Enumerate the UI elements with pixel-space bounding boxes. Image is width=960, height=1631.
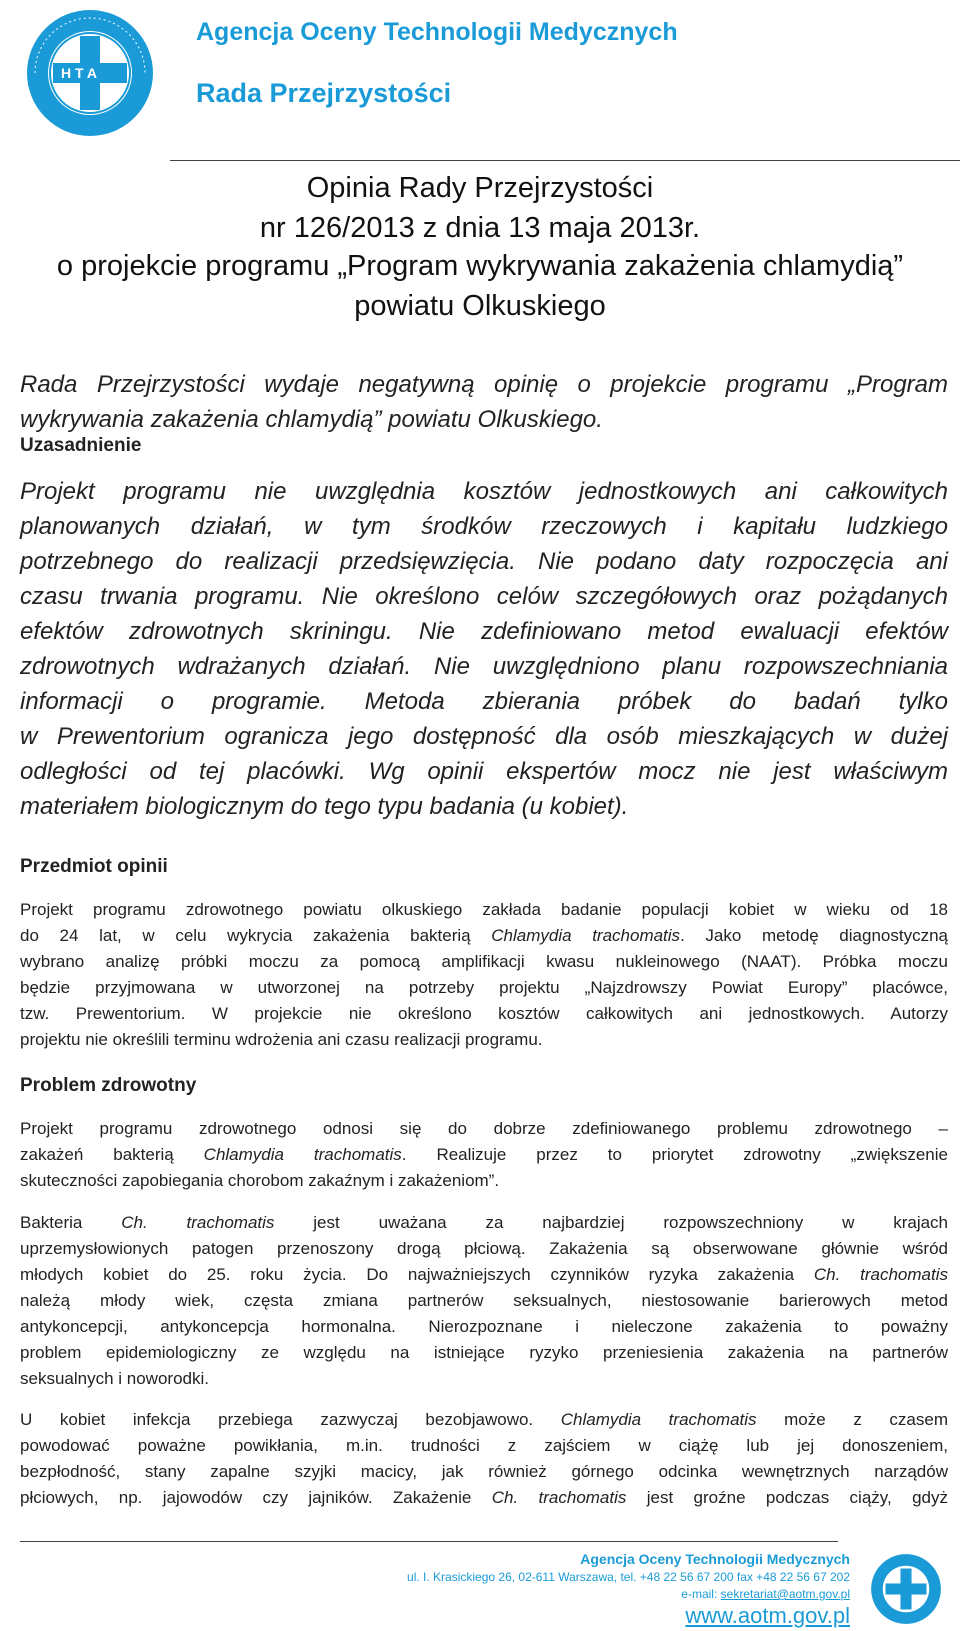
problem-line: bezpłodność, stany zapalne szyjki macicy, jak również górnego odcinka wewnętrznych narządów	[20, 1462, 948, 1481]
problem-line	[20, 1407, 948, 1433]
footer-agency-name: Agencja Oceny Technologii Medycznych	[580, 1551, 850, 1567]
header-agency-name: Agencja Oceny Technologii Medycznych	[196, 18, 678, 46]
przedmiot-line: wybrano analizę próbki moczu za pomocą amplifikacji kwasu nukleinowego (NAAT). Próbka moczu	[20, 952, 948, 971]
header-council-name: Rada Przejrzystości	[196, 78, 452, 108]
species-name: Chlamydia trachomatis	[491, 926, 681, 945]
opinion-line: Rada Przejrzystości wydaje negatywną opinię o projekcie programu „Program	[20, 371, 948, 398]
footer-email-line	[681, 1587, 850, 1601]
footer-divider	[20, 1541, 838, 1542]
uzasadnienie-line: czasu trwania programu. Nie określono celów szczegółowych oraz pożądanych	[20, 583, 948, 610]
przedmiot-line: projektu nie określili terminu wdrożenia ani czasu realizacji programu.	[20, 1030, 543, 1049]
problem-line	[20, 1142, 948, 1168]
section-heading-problem: Problem zdrowotny	[20, 1075, 197, 1096]
problem-line	[20, 1210, 948, 1236]
species-name: Chlamydia trachomatis	[560, 1410, 757, 1429]
przedmiot-line	[20, 923, 948, 949]
problem-line: uprzemysłowionych patogen przenoszony drogą płciową. Zakażenia są obserwowane głównie wśród	[20, 1239, 948, 1258]
email-label: e-mail:	[681, 1587, 721, 1601]
problem-paragraph-1	[20, 1116, 948, 1194]
przedmiot-line: Projekt programu zdrowotnego powiatu olkuskiego zakłada badanie populacji kobiet w wieku od 18	[20, 900, 948, 919]
species-name: Chlamydia trachomatis	[203, 1145, 402, 1164]
aotm-logo-small	[870, 1553, 942, 1625]
footer-address: ul. I. Krasickiego 26, 02-611 Warszawa, tel. +48 22 56 67 200 fax +48 22 56 67 202	[407, 1570, 850, 1584]
opinion-line: wykrywania zakażenia chlamydią” powiatu Olkuskiego.	[20, 406, 603, 433]
uzasadnienie-line: potrzebnego do realizacji przedsięwzięcia. Nie podano daty rozpoczęcia ani	[20, 548, 948, 575]
text-run: może z czasem	[756, 1410, 948, 1429]
problem-line	[20, 1262, 948, 1288]
uzasadnienie-line: materiałem biologicznym do tego typu badania (u kobiet).	[20, 793, 629, 820]
text-run: . Jako metodę diagnostyczną	[680, 926, 948, 945]
section-heading-uzasadnienie: Uzasadnienie	[20, 435, 142, 456]
text-run: U kobiet infekcja przebiega zazwyczaj bezobjawowo.	[20, 1410, 561, 1429]
problem-paragraph-2	[20, 1210, 948, 1392]
problem-line: skuteczności zapobiegania chorobom zakaźnym i zakażeniom”.	[20, 1171, 500, 1190]
section-heading-przedmiot: Przedmiot opinii	[20, 856, 168, 877]
opinion-statement	[20, 367, 948, 437]
text-run: Bakteria	[20, 1213, 122, 1232]
species-name: Ch. trachomatis	[491, 1488, 627, 1507]
uzasadnienie-line: Projekt programu nie uwzględnia kosztów jednostkowych ani całkowitych	[20, 478, 948, 505]
species-name: Ch. trachomatis	[121, 1213, 275, 1232]
text-run: jest uważana za najbardziej rozpowszechniony w krajach	[274, 1213, 949, 1232]
species-name: Ch. trachomatis	[813, 1265, 948, 1284]
uzasadnienie-line: odległości od tej placówki. Wg opinii ekspertów mocz nie jest właściwym	[20, 758, 948, 785]
uzasadnienie-text	[20, 474, 948, 824]
uzasadnienie-line: zdrowotnych wdrażanych działań. Nie uwzględniono planu rozpowszechniania	[20, 653, 948, 680]
footer-website-link[interactable]: www.aotm.gov.pl	[685, 1603, 850, 1628]
problem-line: seksualnych i noworodki.	[20, 1369, 209, 1388]
uzasadnienie-line: informacji o programie. Metoda zbierania próbek do badań tylko	[20, 688, 948, 715]
przedmiot-line: będzie przyjmowana w utworzonej na potrzeby projektu „Najzdrowszy Powiat Europy” placówce,	[20, 978, 948, 997]
problem-line: powodować poważne powikłania, m.in. trudności z zajściem w ciążę lub jej donoszeniem,	[20, 1436, 948, 1455]
aotm-logo	[25, 8, 155, 138]
problem-paragraph-3	[20, 1407, 948, 1511]
uzasadnienie-line: w Prewentorium ogranicza jego dostępność dla osób mieszkających w dużej	[20, 723, 948, 750]
uzasadnienie-line: efektów zdrowotnych skriningu. Nie zdefiniowano metod ewaluacji efektów	[20, 618, 948, 645]
uzasadnienie-line: planowanych działań, w tym środków rzeczowych i kapitału ludzkiego	[20, 513, 948, 540]
title-line-4: powiatu Olkuskiego	[354, 290, 606, 322]
text-run: młodych kobiet do 25. roku życia. Do najważniejszych czynników ryzyka zakażenia	[20, 1265, 814, 1284]
text-run: jest groźne podczas ciąży, gdyż	[626, 1488, 948, 1507]
logo-letters: H T A	[61, 65, 98, 81]
text-run: płciowych, np. jajowodów czy jajników. Zakażenie	[20, 1488, 492, 1507]
title-line-1: Opinia Rady Przejrzystości	[306, 172, 654, 204]
problem-line: problem epidemiologiczny ze względu na istniejące ryzyko przeniesienia zakażenia na partnerów	[20, 1343, 948, 1362]
problem-line: należą młody wiek, częsta zmiana partnerów seksualnych, niestosowanie barierowych metod	[20, 1291, 948, 1310]
przedmiot-text	[20, 897, 948, 1053]
problem-line: antykoncepcji, antykoncepcja hormonalna. Nierozpoznane i nieleczone zakażenia to poważny	[20, 1317, 948, 1336]
problem-line: Projekt programu zdrowotnego odnosi się do dobrze zdefiniowanego problemu zdrowotnego –	[20, 1119, 948, 1138]
text-run: . Realizuje przez to priorytet zdrowotny „zwiększenie	[401, 1145, 948, 1164]
przedmiot-line: tzw. Prewentorium. W projekcie nie określono kosztów całkowitych ani jednostkowych. Autorzy	[20, 1004, 948, 1023]
text-run: zakażeń bakterią	[20, 1145, 204, 1164]
header-divider	[170, 160, 960, 161]
title-line-3: o projekcie programu „Program wykrywania zakażenia chlamydią”	[56, 250, 904, 282]
title-line-2: nr 126/2013 z dnia 13 maja 2013r.	[259, 212, 701, 244]
email-link[interactable]: sekretariat@aotm.gov.pl	[720, 1587, 850, 1601]
problem-line	[20, 1485, 948, 1511]
text-run: do 24 lat, w celu wykrycia zakażenia bakterią	[20, 926, 492, 945]
